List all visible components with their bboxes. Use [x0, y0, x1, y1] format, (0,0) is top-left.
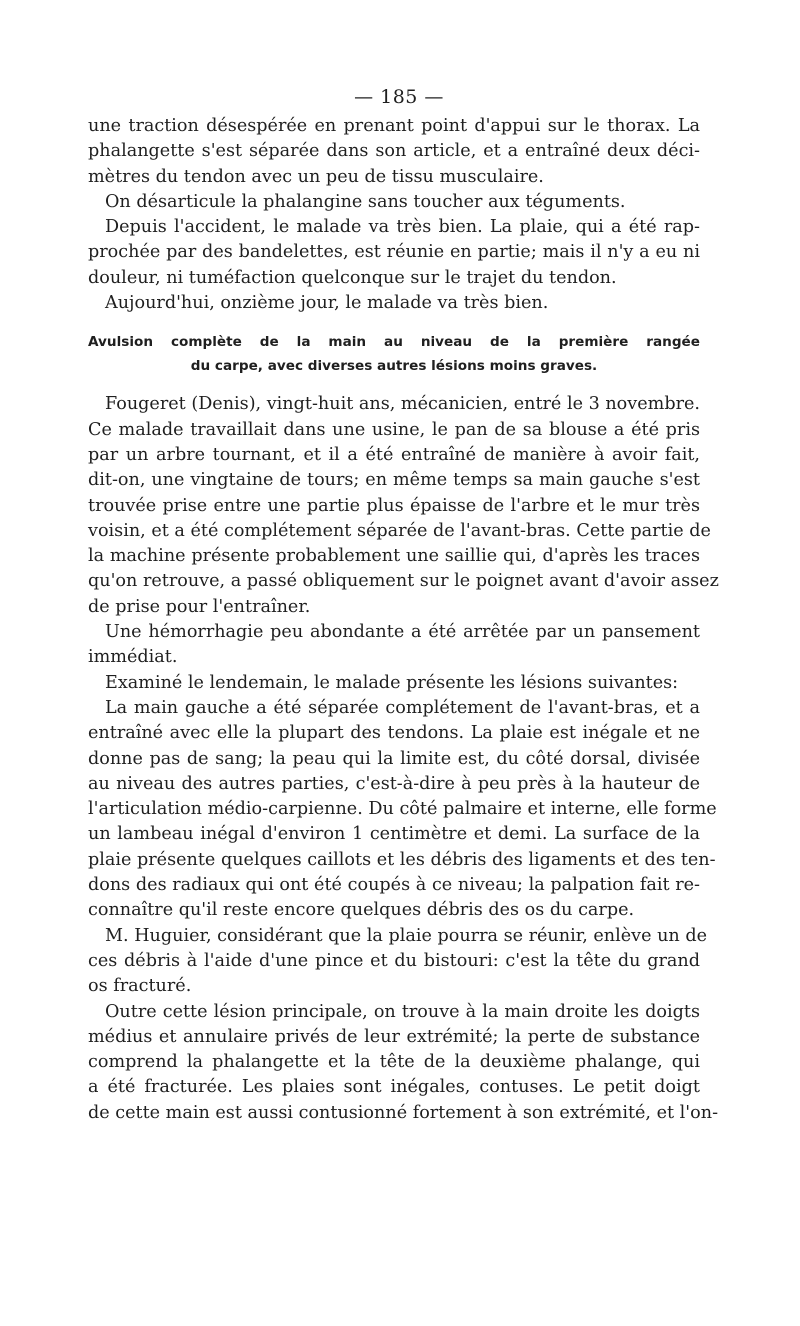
text-line: a été fracturée. Les plaies sont inégales, contuses. Le petit doigt [88, 1077, 700, 1098]
section-heading-line-2: du carpe, avec diverses autres lésions moins graves. [190, 358, 598, 375]
text-line: au niveau des autres parties, c'est-à-dire à peu près à la hauteur de [88, 773, 700, 794]
text-line: M. Huguier, considérant que la plaie pourra se réunir, enlève un de [105, 925, 708, 946]
text-line: Aujourd'hui, onzième jour, le malade va très bien. [105, 293, 549, 314]
text-line: douleur, ni tuméfaction quelconque sur le trajet du tendon. [88, 267, 617, 288]
text-line: Examiné le lendemain, le malade présente les lésions suivantes: [105, 672, 679, 693]
text-line: par un arbre tournant, et il a été entraîné de manière à avoir fait, [88, 444, 700, 465]
text-line: une traction désespérée en prenant point d'appui sur le thorax. La [88, 116, 700, 136]
text-line: entraîné avec elle la plupart des tendons. La plaie est inégale et ne [88, 723, 700, 744]
text-line: connaître qu'il reste encore quelques débris des os du carpe. [88, 900, 635, 921]
text-line: La main gauche a été séparée complétement de l'avant-bras, et a [105, 697, 700, 718]
text-line: os fracturé. [88, 976, 192, 997]
text-line: l'articulation médio-carpienne. Du côté palmaire et interne, elle forme [88, 799, 717, 820]
text-line: Depuis l'accident, le malade va très bien. La plaie, qui a été rap- [105, 217, 700, 238]
text-line: trouvée prise entre une partie plus épaisse de l'arbre et le mur très [88, 495, 700, 516]
text-line: mètres du tendon avec un peu de tissu musculaire. [88, 166, 544, 187]
text-line: Fougeret (Denis), vingt-huit ans, mécanicien, entré le 3 novembre. [105, 394, 700, 415]
text-line: un lambeau inégal d'environ 1 centimètre et demi. La surface de la [88, 824, 700, 845]
text-line: comprend la phalangette et la tête de la deuxième phalange, qui [88, 1052, 700, 1073]
text-line: voisin, et a été complétement séparée de l'avant-bras. Cette partie de [88, 520, 711, 541]
section-heading-line-1: Avulsion complète de la main au niveau de la première rangée [88, 334, 700, 351]
text-line: donne pas de sang; la peau qui la limite est, du côté dorsal, divisée [88, 748, 700, 769]
text-line: qu'on retrouve, a passé obliquement sur le poignet avant d'avoir assez [88, 571, 719, 592]
section-heading [88, 330, 700, 378]
text-line: Une hémorrhagie peu abondante a été arrêtée par un pansement [105, 622, 700, 643]
text-line: médius et annulaire privés de leur extrémité; la perte de substance [88, 1026, 700, 1047]
text-line: la machine présente probablement une saillie qui, d'après les traces [88, 546, 700, 567]
paragraph-group-a [88, 114, 700, 316]
text-line: dit-on, une vingtaine de tours; en même temps sa main gauche s'est [88, 470, 700, 491]
text-line: Ce malade travaillait dans une usine, le pan de sa blouse a été pris [88, 419, 700, 440]
text-line: immédiat. [88, 647, 178, 668]
text-line: Outre cette lésion principale, on trouve à la main droite les doigts [105, 1001, 700, 1022]
text-line: On désarticule la phalangine sans toucher aux téguments. [105, 191, 626, 212]
text-line: de cette main est aussi contusionné fortement à son extrémité, et l'on- [88, 1102, 719, 1123]
page-number: — 185 — [354, 86, 444, 108]
text-line: phalangette s'est séparée dans son article, et a entraîné deux déci- [88, 141, 700, 162]
text-line: de prise pour l'entraîner. [88, 596, 311, 617]
paragraph-group-b [88, 392, 719, 1126]
text-line: prochée par des bandelettes, est réunie en partie; mais il n'y a eu ni [88, 242, 700, 263]
text-line: ces débris à l'aide d'une pince et du bistouri: c'est la tête du grand [88, 950, 700, 971]
text-line: plaie présente quelques caillots et les débris des ligaments et des ten- [88, 849, 716, 870]
book-page [88, 86, 719, 1126]
text-line: dons des radiaux qui ont été coupés à ce niveau; la palpation fait re- [88, 875, 700, 896]
